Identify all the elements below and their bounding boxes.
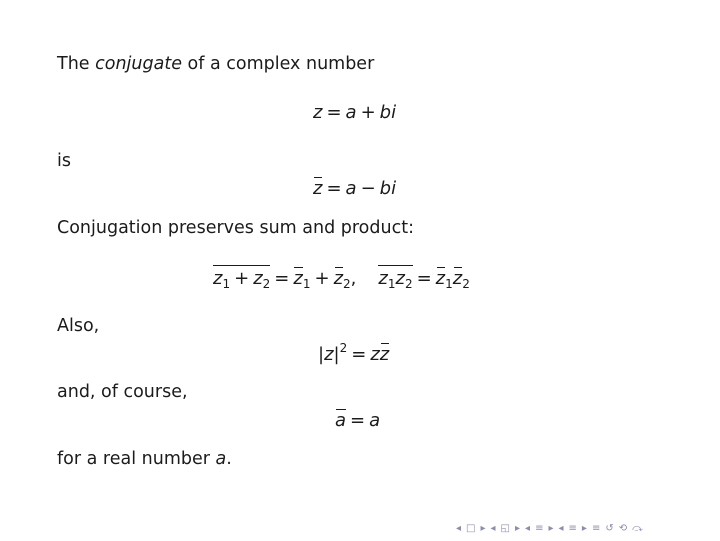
eq3-sub2p: 2 [404, 277, 413, 291]
real-number-text: for a real number [57, 449, 216, 469]
eq3-z1p: z [378, 268, 388, 289]
nav-next-frame-icon[interactable]: ▸ [480, 523, 486, 534]
eq5-abar: a [335, 410, 347, 431]
nav-subsection-icon[interactable]: ◱ [500, 523, 510, 534]
eq3-plus2: + [314, 268, 330, 289]
equation-abar [335, 412, 380, 430]
eq3-z2barp: z [452, 268, 463, 289]
eq2-a: a [345, 178, 357, 199]
real-number-line [57, 451, 232, 469]
nav-next-subsection-icon[interactable]: ▸ [515, 523, 521, 534]
nav-prev-doc-icon[interactable]: ◂ [558, 523, 564, 534]
intro-text-1: The [57, 54, 96, 74]
eq3-z1: z [213, 268, 223, 289]
eq1-z: z [313, 102, 323, 123]
eq5-equals: = [350, 410, 366, 431]
eq3-equals2: = [416, 268, 432, 289]
eq4-power: 2 [339, 341, 348, 355]
eq5-a: a [369, 410, 381, 431]
nav-frame-icon[interactable]: □ [466, 523, 476, 534]
eq3-equals1: = [274, 268, 290, 289]
nav-appendix-icon[interactable]: ≡ [591, 523, 601, 534]
also-line: Also, [57, 316, 100, 336]
nav-prev-frame-icon[interactable]: ◂ [456, 523, 462, 534]
eq3-product-overline [378, 268, 413, 291]
eq1-plus: + [360, 102, 376, 123]
eq3-sub1b: 1 [302, 277, 311, 291]
eq3-comma: , [350, 268, 357, 289]
intro-line [57, 56, 374, 74]
eq4-abs-open: | [318, 344, 325, 365]
eq1-bi: bi [379, 102, 397, 123]
nav-prev-subsection-icon[interactable]: ◂ [490, 523, 496, 534]
eq3-sub2: 2 [262, 277, 271, 291]
of-course-line: and, of course, [57, 382, 188, 402]
eq2-bi: bi [379, 178, 397, 199]
eq1-equals: = [326, 102, 342, 123]
intro-emphasis: conjugate [95, 54, 182, 74]
is-line: is [57, 151, 71, 171]
real-number-period: . [226, 449, 232, 469]
eq3-z2: z [253, 268, 263, 289]
equation-zbar [313, 180, 396, 198]
intro-text-2: of a complex number [181, 54, 375, 74]
eq3-sub2b: 2 [343, 277, 351, 291]
eq3-sum-overline [213, 268, 271, 291]
nav-section-icon[interactable]: ≡ [535, 523, 544, 534]
nav-back-icon[interactable]: ↺ [605, 523, 614, 534]
eq1-a: a [345, 102, 357, 123]
eq2-equals: = [326, 178, 342, 199]
eq3-sub1: 1 [222, 277, 231, 291]
nav-redo-icon[interactable]: ⤼ [632, 523, 643, 534]
eq3-sub1bp: 1 [445, 277, 453, 291]
nav-next-section-icon[interactable]: ▸ [548, 523, 554, 534]
eq3-plus1: + [234, 268, 250, 289]
eq4-z2: z [370, 344, 380, 365]
eq3-z2bar: z [333, 268, 344, 289]
eq3-z1bar: z [293, 268, 303, 289]
eq4-equals: = [351, 344, 367, 365]
real-number-var: a [215, 449, 227, 469]
nav-doc-icon[interactable]: ≡ [568, 523, 577, 534]
eq2-zbar: z [313, 178, 323, 199]
eq2-minus: − [360, 178, 376, 199]
equation-z [313, 104, 396, 122]
equation-sum-product [213, 268, 470, 291]
eq4-z: z [324, 344, 334, 365]
eq4-abs-close: | [333, 344, 340, 365]
eq3-z1barp: z [435, 268, 446, 289]
eq3-sub1p: 1 [387, 277, 396, 291]
nav-next-doc-icon[interactable]: ▸ [581, 523, 587, 534]
eq3-sub2bp: 2 [462, 277, 470, 291]
eq4-zbar: z [379, 344, 390, 365]
nav-prev-section-icon[interactable]: ◂ [525, 523, 531, 534]
equation-modulus [318, 341, 390, 365]
beamer-navigation [456, 523, 643, 534]
eq3-z2p: z [395, 268, 405, 289]
nav-undo-icon[interactable]: ⟲ [618, 523, 628, 534]
conjugation-line: Conjugation preserves sum and product: [57, 218, 414, 238]
